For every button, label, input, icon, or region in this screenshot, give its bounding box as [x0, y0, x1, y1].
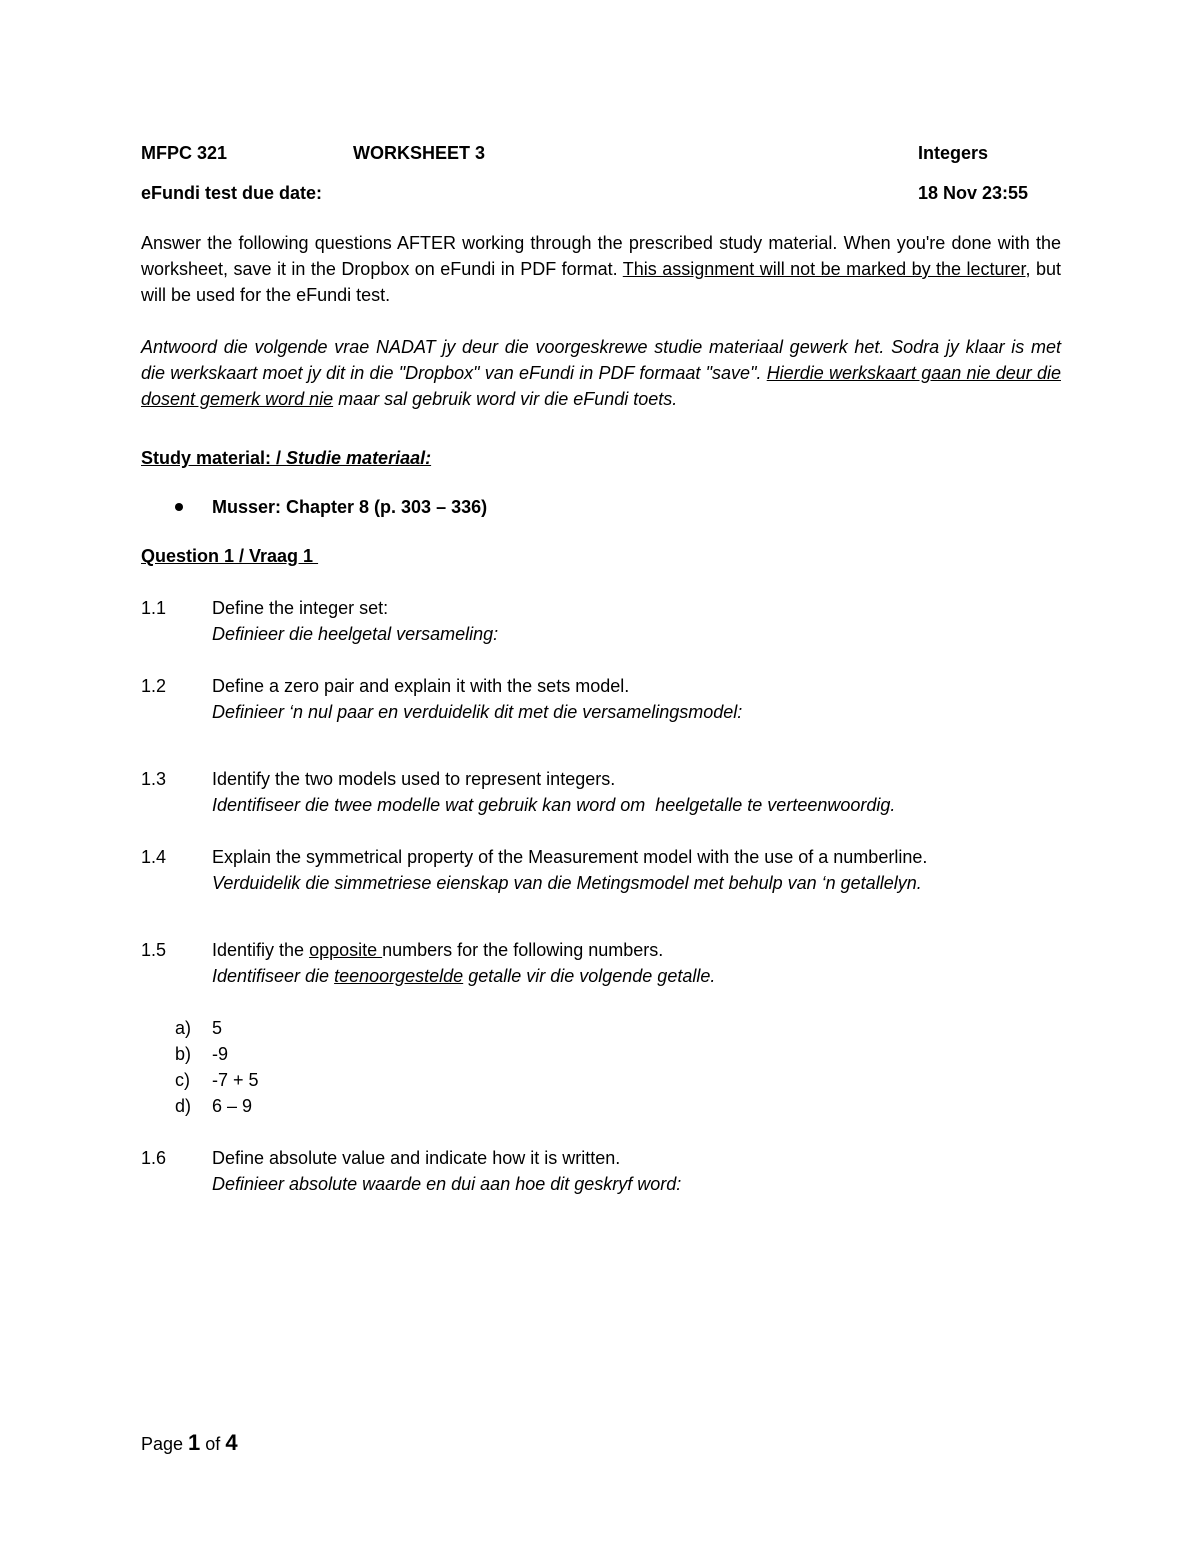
instructions-af	[141, 334, 1061, 412]
question-number: 1.3	[141, 769, 167, 789]
sub-item-label: b)	[175, 1044, 192, 1064]
sub-item-value: -9	[212, 1044, 229, 1064]
question-text-en: Define a zero pair and explain it with the sets model.	[212, 676, 630, 696]
study-material-heading-af: Studie materiaal:	[286, 448, 432, 468]
instructions-af-tail: maar sal gebruik word vir die eFundi toets.	[333, 389, 678, 409]
question-text-af: Definieer absolute waarde en dui aan hoe dit geskryf word:	[212, 1174, 682, 1194]
footer-page-word: Page	[141, 1434, 189, 1454]
question-number: 1.1	[141, 598, 167, 618]
topic-title: Integers	[918, 143, 989, 163]
question-text-af: Definieer die heelgetal versameling:	[212, 624, 499, 644]
question-text-af: Definieer ‘n nul paar en verduidelik dit met die versamelingsmodel:	[212, 702, 743, 722]
question-text-af-post: getalle vir die volgende getalle.	[463, 966, 716, 986]
question-text-en: Define absolute value and indicate how it is written.	[212, 1148, 621, 1168]
question-1-heading: Question 1 / Vraag 1	[141, 546, 319, 566]
question-number: 1.2	[141, 676, 167, 696]
sub-item-label: c)	[175, 1070, 190, 1090]
instructions-en	[141, 230, 1061, 308]
question-text-en: Identify the two models used to represent integers.	[212, 769, 616, 789]
instructions-en-text: Answer the following questions AFTER working through the prescribed study material. When you're done with the worksheet, save it in the Dropbox on eFundi in PDF format.	[141, 233, 1061, 279]
instructions-af-underlined: Hierdie werkskaart gaan nie deur die dosent gemerk word nie	[141, 363, 1061, 409]
sub-item-label: a)	[175, 1018, 192, 1038]
question-text-en: Explain the symmetrical property of the Measurement model with the use of a numberline.	[212, 847, 928, 867]
question-text-af	[212, 963, 715, 989]
question-text-en: Define the integer set:	[212, 598, 389, 618]
due-date-label: eFundi test due date:	[141, 183, 323, 203]
question-number: 1.5	[141, 940, 167, 960]
question-number: 1.4	[141, 847, 167, 867]
question-text-en	[212, 937, 663, 963]
question-text-en-post: numbers for the following numbers.	[382, 940, 664, 960]
question-text-en-pre: Identifiy the	[212, 940, 310, 960]
sub-item-value: 6 – 9	[212, 1096, 253, 1116]
course-code: MFPC 321	[141, 143, 228, 163]
study-material-heading	[141, 448, 431, 469]
question-text-af: Verduidelik die simmetriese eienskap van die Metingsmodel met behulp van ‘n getallelyn.	[212, 873, 922, 893]
question-text-en-underlined: opposite	[309, 940, 383, 960]
instructions-af-text: Antwoord die volgende vrae NADAT jy deur die voorgeskrewe studie materiaal gewerk het. Sodra jy klaar is met die werkskaart moet jy dit in die "Dropbox" van eFundi in PDF formaat "save".	[141, 337, 1061, 383]
question-text-af-pre: Identifiseer die	[212, 966, 335, 986]
footer-page-total: 4	[225, 1430, 238, 1455]
study-material-item: Musser: Chapter 8 (p. 303 – 336)	[212, 497, 488, 517]
worksheet-title: WORKSHEET 3	[353, 143, 486, 163]
sub-item-label: d)	[175, 1096, 192, 1116]
instructions-en-underlined: This assignment will not be marked by the lecturer	[622, 259, 1026, 279]
sub-item-value: 5	[212, 1018, 223, 1038]
page-footer	[141, 1430, 238, 1456]
question-text-af-underlined: teenoorgestelde	[334, 966, 464, 986]
question-number: 1.6	[141, 1148, 167, 1168]
study-material-heading-en: Study material: /	[141, 448, 287, 468]
instructions-en-tail: , but will be used for the eFundi test.	[141, 259, 1061, 305]
bullet-icon	[175, 503, 183, 511]
footer-page-number: 1	[188, 1430, 201, 1455]
question-text-af: Identifiseer die twee modelle wat gebruik kan word om heelgetalle te verteenwoordig.	[212, 795, 896, 815]
sub-item-value: -7 + 5	[212, 1070, 259, 1090]
footer-of-word: of	[200, 1434, 226, 1454]
due-date-value: 18 Nov 23:55	[918, 183, 1029, 203]
